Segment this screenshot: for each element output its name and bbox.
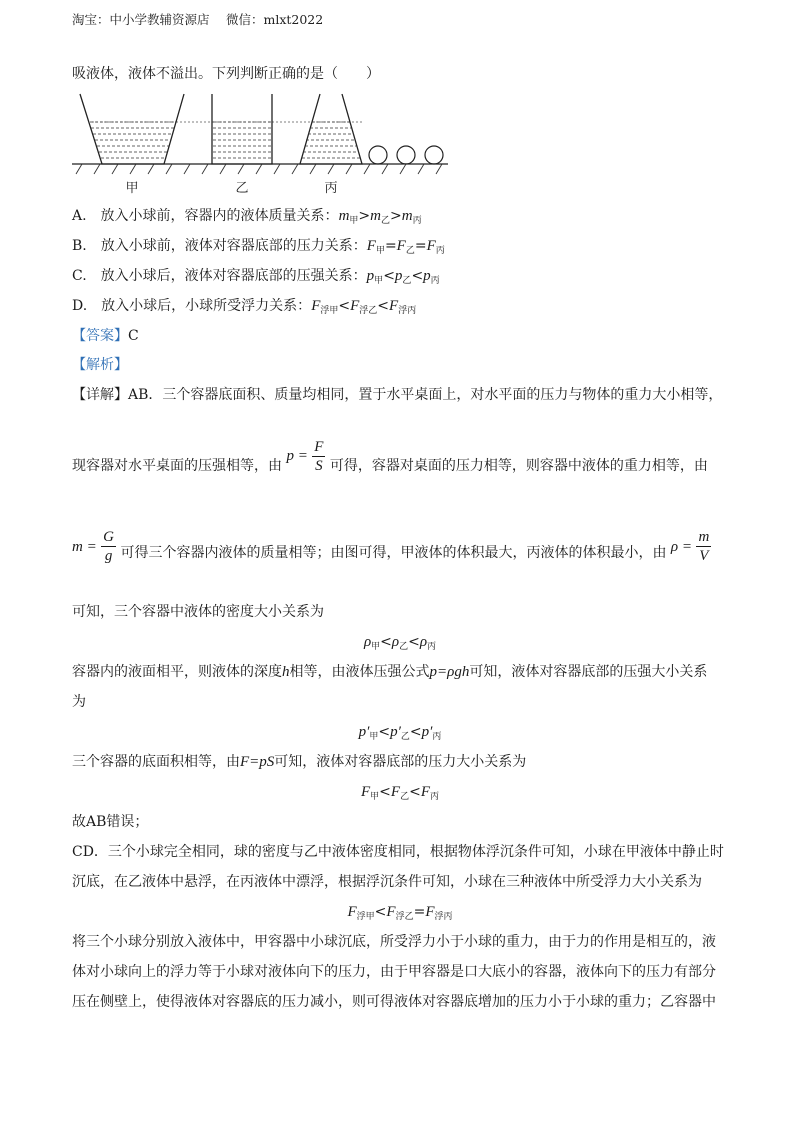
ball-3 <box>425 146 443 164</box>
label-bing: 丙 <box>324 181 338 196</box>
detail-line-1: 【详解】AB．三个容器底面积、质量均相同，置于水平桌面上，对水平面的压力与物体的重力大小相等， <box>72 387 723 403</box>
answer-line <box>72 326 139 346</box>
detail-line-2: 现容器对水平桌面的压强相等，由 p = $\frac{F}{S}$ 可得，容器对桌面的压力相等，则容器中液体的重力相等，由 <box>72 438 708 474</box>
formula-pressure: $\frac{F}{S}$ <box>314 438 324 474</box>
density-relation: $\rho_甲<\rho_乙<\rho_丙$ <box>363 634 437 652</box>
detail-line-8: CD．三个小球完全相同，球的密度与乙中液体密度相同，根据物体浮沉条件可知，小球在甲液体中静止时 <box>72 844 724 860</box>
detail-line-10: 将三个小球分别放入液体中，甲容器中小球沉底，所受浮力小于小球的重力，由于力的作用是相互的，液 <box>72 934 716 950</box>
ball-1 <box>369 146 387 164</box>
option-c: C. 放入小球后，液体对容器底部的压强关系：$p_甲<p_乙<p_丙$ <box>72 268 440 286</box>
container-bing <box>300 94 362 164</box>
option-d: D. 放入小球后，小球所受浮力关系：$F_{浮甲}<F_{浮乙}<F_{浮丙}$ <box>72 298 417 316</box>
containers-figure <box>72 92 472 196</box>
answer-tag: 【答案】 <box>72 328 128 344</box>
detail-line-12: 压在侧壁上，使得液体对容器底的压力减小，则可得液体对容器底增加的压力小于小球的重力；乙容器中 <box>72 994 716 1010</box>
label-yi: 乙 <box>235 181 249 196</box>
detail-line-6: 三个容器的底面积相等，由F=pS可知，液体对容器底部的压力大小关系为 <box>72 754 527 770</box>
detail-line-5: 容器内的液面相平，则液体的深度h相等，由液体压强公式p=ρgh可知，液体对容器底部的压强大小关系 <box>72 664 708 680</box>
detail-line-7: 故AB错误； <box>72 814 149 830</box>
buoyancy-relation: $F_{浮甲}<F_{浮乙}=F_{浮丙}$ <box>347 904 453 922</box>
detail-line-3: m = $\frac{G}{g}$ 可得三个容器内液体的质量相等；由图可得，甲液体的体积最大，丙液体的体积最小，由 ρ = $\frac{m}{V}$ <box>72 529 710 564</box>
detail-line-9: 沉底，在乙液体中悬浮，在丙液体中漂浮，根据浮沉条件可知，小球在三种液体中所受浮力大小关系为 <box>72 874 702 890</box>
page-header: 淘宝：中小学教辅资源店 微信：mlxt2022 <box>72 12 324 27</box>
detail-line-5b: 为 <box>72 694 86 710</box>
formula-density: $\frac{m}{V}$ <box>698 529 710 564</box>
pressure-relation: $p'_甲<p'_乙<p'_丙$ <box>358 724 442 742</box>
ball-2 <box>397 146 415 164</box>
detail-line-11: 体对小球向上的浮力等于小球对液体向下的压力，由于甲容器是口大底小的容器，液体向下的压力有部分 <box>72 964 716 980</box>
label-jia: 甲 <box>125 181 139 196</box>
question-text: 吸液体，液体不溢出。下列判断正确的是（ ） <box>72 66 380 82</box>
ground-hatching <box>76 164 442 174</box>
option-a: A. 放入小球前，容器内的液体质量关系：$m_甲>m_乙>m_丙$ <box>72 208 422 226</box>
container-jia <box>80 94 184 164</box>
detail-line-4: 可知，三个容器中液体的密度大小关系为 <box>72 604 324 620</box>
answer-value: C <box>128 328 139 344</box>
formula-mass: $\frac{G}{g}$ <box>103 529 115 564</box>
force-relation: $F_甲<F_乙<F_丙$ <box>360 784 440 802</box>
analysis-tag: 【解析】 <box>72 357 128 373</box>
option-b: B. 放入小球前，液体对容器底部的压力关系：$F_甲=F_乙=F_丙$ <box>72 238 445 256</box>
container-yi <box>212 94 272 164</box>
